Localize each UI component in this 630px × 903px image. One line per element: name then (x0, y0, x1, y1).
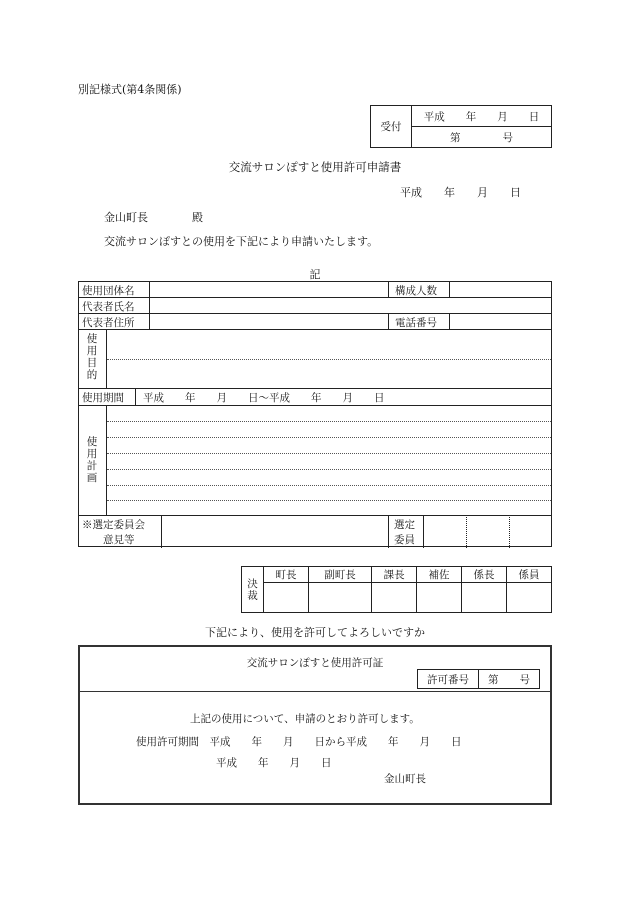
phone-label: 電話番号 (395, 317, 437, 329)
permit-number-label: 許可番号 (418, 670, 479, 689)
role-unit-chief: 係長 (462, 567, 507, 583)
receipt-number: 第 号 (412, 127, 552, 148)
permit-issuer: 金山町長 (384, 773, 426, 785)
committee-opinion-label: 意見等 (103, 534, 135, 546)
members-label: 構成人数 (395, 285, 437, 297)
permit-title: 交流サロンぽすと使用許可証 (246, 657, 384, 669)
role-mayor: 町長 (264, 567, 309, 583)
role-deputy-mayor: 副町長 (308, 567, 371, 583)
stamp-cell (507, 583, 552, 613)
selector-member-label: 委員 (394, 534, 415, 546)
permit-statement: 上記の使用について、申請のとおり許可します。 (190, 713, 420, 725)
stamp-cell (308, 583, 371, 613)
permit-certificate (78, 645, 552, 805)
rep-name-label: 代表者氏名 (82, 301, 135, 313)
receipt-date: 平成 年 月 日 (412, 106, 552, 127)
purpose-label: 使 用 目 的 (86, 333, 98, 381)
permit-date: 平成 年 月 日 (216, 757, 332, 769)
role-staff: 係員 (507, 567, 552, 583)
selector-label: 選定 (394, 519, 415, 531)
role-section-chief: 課長 (372, 567, 417, 583)
stamp-cell (462, 583, 507, 613)
committee-label: ※選定委員会 (82, 519, 145, 531)
approval-label: 決 裁 (242, 567, 264, 613)
form-label: 別記様式(第4条関係) (78, 83, 182, 96)
permit-number-value: 第 号 (479, 670, 540, 689)
rep-address-label: 代表者住所 (82, 317, 135, 329)
role-assistant: 補佐 (417, 567, 462, 583)
period-value: 平成 年 月 日～平成 年 月 日 (143, 392, 385, 404)
greeting-text: 交流サロンぽすとの使用を下記により申請いたします。 (104, 235, 379, 248)
stamp-cell (417, 583, 462, 613)
plan-label: 使 用 計 画 (86, 436, 98, 484)
ki-heading: 記 (309, 268, 321, 281)
addressee: 金山町長 殿 (104, 211, 203, 224)
page-title: 交流サロンぽすと使用許可申請書 (228, 160, 402, 174)
approval-table (241, 566, 552, 613)
application-table (78, 281, 552, 547)
permit-number-box (417, 669, 540, 689)
stamp-cell (264, 583, 309, 613)
permit-period: 使用許可期間 平成 年 月 日から平成 年 月 日 (136, 736, 462, 748)
permit-question: 下記により、使用を許可してよろしいですか (205, 626, 425, 639)
application-date: 平成 年 月 日 (400, 186, 521, 199)
period-label: 使用期間 (82, 392, 124, 404)
stamp-cell (372, 583, 417, 613)
group-name-label: 使用団体名 (82, 285, 135, 297)
receipt-box (370, 105, 552, 148)
receipt-label: 受付 (371, 106, 412, 148)
